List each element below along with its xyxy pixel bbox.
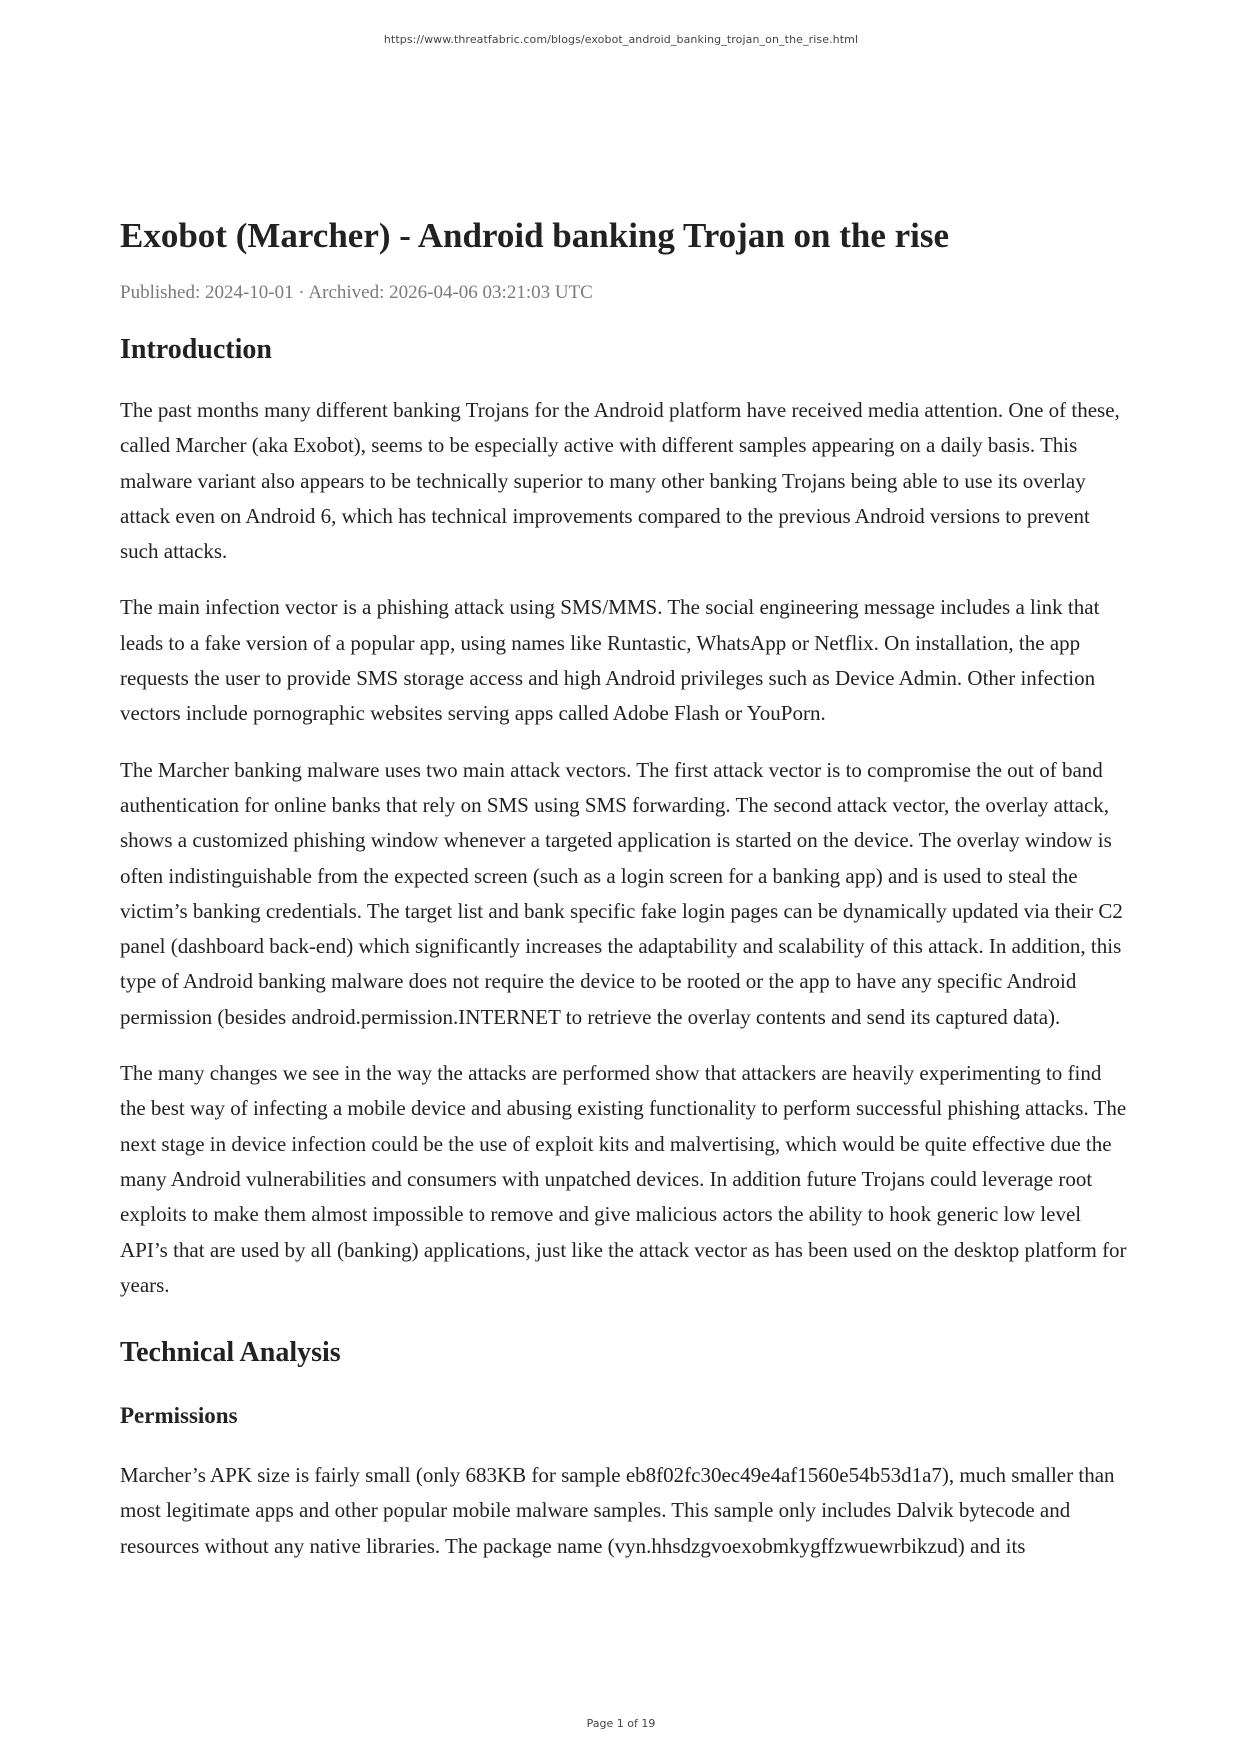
article-content [120, 212, 1130, 1564]
article-title: Exobot (Marcher) - Android banking Trojan on the rise [120, 216, 950, 255]
intro-paragraph-4: The many changes we see in the way the attacks are performed show that attackers are heavily experimenting to find the best way of infecting a mobile device and abusing existing functionality to perform successful phishing attacks. The next stage in device infection could be the use of exploit kits and malvertising, which would be quite effective due the many Android vulnerabilities and consumers with unpatched devices. In addition future Trojans could leverage root exploits to make them almost impossible to remove and give malicious actors the ability to hook generic low level API’s that are used by all (banking) applications, just like the attack vector as has been used on the desktop platform for years. [120, 1061, 1127, 1297]
subsection-heading-permissions: Permissions [120, 1403, 238, 1429]
intro-paragraph-2: The main infection vector is a phishing attack using SMS/MMS. The social engineering message includes a link that leads to a fake version of a popular app, using names like Runtastic, WhatsApp or Netflix. On installation, the app requests the user to provide SMS storage access and high Android privileges such as Device Admin. Other infection vectors include pornographic websites serving apps called Adobe Flash or YouPorn. [120, 595, 1100, 726]
intro-paragraph-3: The Marcher banking malware uses two main attack vectors. The first attack vector is to compromise the out of band authentication for online banks that rely on SMS using SMS forwarding. The second attack vector, the overlay attack, shows a customized phishing window whenever a targeted application is started on the device. The overlay window is often indistinguishable from the expected screen (such as a login screen for a banking app) and is used to steal the victim’s banking credentials. The target list and bank specific fake login pages can be dynamically updated via their C2 panel (dashboard back-end) which significantly increases the adaptability and scalability of this attack. In addition, this type of Android banking malware does not require the device to be rooted or the app to have any specific Android permission (besides android.permission.INTERNET to retrieve the overlay contents and send its captured data). [120, 757, 1123, 1029]
permissions-paragraph: Marcher’s APK size is fairly small (only 683KB for sample eb8f02fc30ec49e4af1560e54b53d1a7), much smaller than most legitimate apps and other popular mobile malware samples. This sample only includes Dalvik bytecode and resources without any native libraries. The package name (vyn.hhsdzgvoexobmkygffzwuewrbikzud) and its [120, 1463, 1115, 1558]
intro-paragraph-1: The past months many different banking Trojans for the Android platform have received media attention. One of these, called Marcher (aka Exobot), seems to be especially active with different samples appearing on a daily basis. This malware variant also appears to be technically superior to many other banking Trojans being able to use its overlay attack even on Android 6, which has technical improvements compared to the previous Android versions to prevent such attacks. [120, 398, 1120, 564]
page-url-header: https://www.threatfabric.com/blogs/exobot_android_banking_trojan_on_the_rise.html [383, 33, 859, 46]
article-meta: Published: 2024-10-01 · Archived: 2026-04-06 03:21:03 UTC [120, 282, 593, 303]
section-heading-introduction: Introduction [120, 334, 272, 365]
page-number-footer: Page 1 of 19 [586, 1717, 656, 1730]
section-heading-technical-analysis: Technical Analysis [120, 1337, 341, 1369]
